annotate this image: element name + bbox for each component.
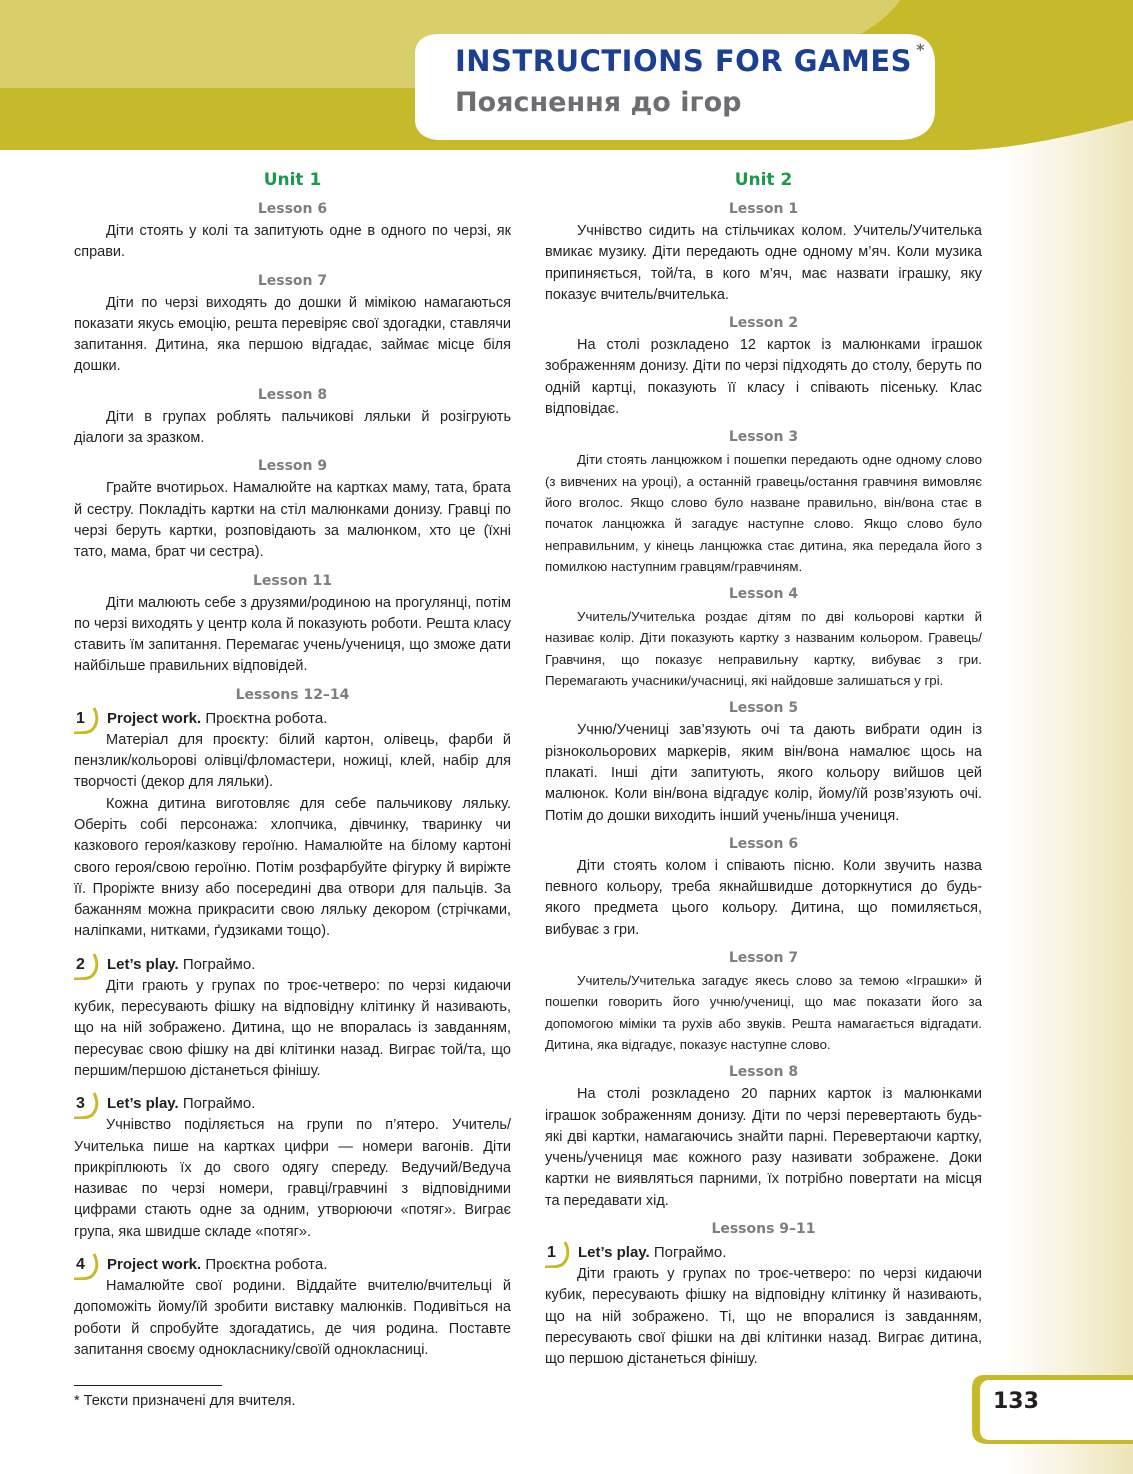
task-label-ua: Пограймо. xyxy=(182,955,256,973)
task-text: Учнівство поділяється на групи по п’ятеро. Учитель/ Учителька пише на картках цифри — номери вагонів. Діти прикріплюють їх до свого одягу спереду. Ведучий/Ведуча називає по черзі номери, гравці/гравчині з відповідними цифрами стають одне за одним, утворюючи «потяг». Виграє група, яка швидше складе «потяг». xyxy=(74,1117,511,1240)
lesson-heading: Lesson 3 xyxy=(728,429,799,446)
task-label: Project work. xyxy=(107,1255,202,1273)
lesson-heading: Lesson 7 xyxy=(728,950,799,967)
page-subtitle: Пояснення до ігор xyxy=(455,87,742,118)
task-label-ua: Проєктна робота. xyxy=(205,709,328,727)
task-number-badge: 3 xyxy=(74,1093,100,1117)
task-4 xyxy=(74,1254,511,1276)
lesson-text: Діти стоять у колі та запитують одне в одного по черзі, як справи. xyxy=(74,223,511,261)
lesson-heading: Lesson 6 xyxy=(257,201,328,217)
lesson-heading: Lesson 2 xyxy=(728,315,799,332)
lesson-heading: Lesson 6 xyxy=(728,835,799,852)
lesson-heading: Lesson 4 xyxy=(728,586,799,603)
lesson-text: На столі розкладено 12 карток із малюнками іграшок зображенням донизу. Діти по черзі підходять до столу, беруть по одній картці, показують її класу і співають пісеньку. Клас відповідає. xyxy=(545,337,982,418)
task-1 xyxy=(545,1242,982,1264)
lesson-text: Учитель/Учителька роздає дітям по дві кольорові картки й називає колір. Діти показують картку з названим кольором. Гравець/Гравчиня, що показує неправильну картку, вибуває з гри. Перемагають учасники/учасниці, які найдовше залишаться у грі. xyxy=(545,609,982,689)
lesson-heading: Lesson 8 xyxy=(728,1064,799,1081)
task-text: Матеріал для проєкту: білий картон, олівець, фарби й пензлик/кольорові олівці/фломастери, ножиці, клей, набір для творчості (декор для ляльки). xyxy=(74,731,511,791)
lesson-text: Діти по черзі виходять до дошки й мімікою намагаються показати якусь емоцію, решта перевіряє свої здогадки, ставлячи запитання. Дитина, яка першою відгадає, займає місце біля дошки. xyxy=(74,294,511,375)
page-number: 133 xyxy=(993,1389,1039,1414)
right-edge-gradient xyxy=(1000,120,1133,1474)
lesson-text: Діти малюють себе з друзями/родиною на прогулянці, потім по черзі виходять у центр кола й показують роботи. Решта класу ставить їм запитання. Перемагає учень/учениця, що зможе дати найбільше правильних відповідей. xyxy=(74,594,511,675)
task-number-badge: 1 xyxy=(545,1242,571,1266)
task-number-badge: 1 xyxy=(74,708,100,732)
task-text: Кожна дитина виготовляє для себе пальчикову ляльку. Оберіть собі персонажа: хлопчика, дівчинку, тваринку чи казкового героя/казкову героїню. Намалюйте на білому картоні свого героя/свою героїню. Потім розфарбуйте фігурку й виріжте її. Проріжте внизу або посередині два отвори для пальців. За бажанням можна прикрасити свою ляльку декором (стрічками, наліпками, нитками, ґудзиками тощо). xyxy=(74,795,511,940)
footnote-divider xyxy=(74,1385,222,1386)
task-label-ua: Пограймо. xyxy=(182,1095,256,1113)
lesson-text: Учитель/Учителька загадує якесь слово за темою «Іграшки» й пошепки говорить його учню/учениці, що має показати його за допомогою міміки та рухів або звуків. Решта намагається відгадати. Дитина, яка відгадує, показує наступне слово. xyxy=(545,973,982,1052)
lesson-text: Учнівство сидить на стільчиках колом. Учитель/Учителька вмикає музику. Діти передають одне одному м’яч. Коли музика припиняється, той/та, в кого м’яч, має назвати іграшку, яку показує вчитель/вчителька. xyxy=(545,223,982,303)
lesson-text: Діти в групах роблять пальчикові ляльки й розігрують діалоги за зразком. xyxy=(74,408,511,447)
page-title: INSTRUCTIONS FOR GAMES * xyxy=(455,40,925,78)
task-label: Let’s play. xyxy=(578,1243,650,1261)
lesson-heading: Lessons 9–11 xyxy=(711,1220,816,1237)
lesson-text: Діти стоять ланцюжком і пошепки передають одне одному слово (з вивчених на уроці), а останній гравець/остання гравчиня вимовляє його вголос. Якщо слово було назване правильно, він/вона стає в початок ланцюжка й загадує наступне слово. Якщо слово було неправильним, у кінець ланцюжка стає дитина, яка передала його з помилкою наступним гравцям/гравчиням. xyxy=(545,452,982,574)
task-text: Діти грають у групах по троє-четверо: по черзі кидаючи кубик, пересувають фішку на відповідну клітинку й називають, що на ній зображено. Ті, що не впоралися із завданням, пересувають свої фішки на дві клітинки назад. Виграє дитина, що першою дістанеться фінішу. xyxy=(545,1265,982,1368)
task-label: Let’s play. xyxy=(107,1095,179,1113)
right-column xyxy=(545,170,982,1370)
task-text: Намалюйте свої родини. Віддайте вчителю/вчительці й допоможіть йому/їй зробити виставку малюнків. Подивіться на роботи й спробуйте здогадатись, де чия родина. Поставте запитання своєму однокласнику/своїй однокласниці. xyxy=(74,1277,511,1358)
unit-heading: Unit 2 xyxy=(734,170,793,190)
task-label-ua: Пограймо. xyxy=(653,1243,727,1261)
task-text: Діти грають у групах по троє-четверо: по черзі кидаючи кубик, пересувають фішку на відповідну клітинку й називають, що на ній зображено. Дитина, що не впоралась із завданням, пересуває свою фішку на дві клітинки назад. Виграє той/та, що першим/першою дістанеться фінішу. xyxy=(74,977,511,1079)
lesson-text: На столі розкладено 20 парних карток із малюнками іграшок зображенням донизу. Діти по черзі перевертають будь-які дві картки, намагаючись знайти парні. Перевертаючи картку, учень/учениця має кожного разу називати зображене. Доки картки не виявляться парними, їх потрібно повертати на місця та передавати хід. xyxy=(545,1086,982,1209)
lesson-heading: Lesson 11 xyxy=(252,572,333,589)
lesson-text: Учню/Учениці зав’язують очі та дають вибрати один із різнокольорових маркерів, яким він/вона намалює щось на плакаті. Інші діти запитують, якого кольору вийшов цей малюнок. Коли він/вона відгадує колір, йому/їй розв’язують очі. Потім до дошки виходить інший учень/інша учениця. xyxy=(545,722,982,824)
footnote: * Тексти призначені для вчителя. xyxy=(74,1393,296,1409)
task-label: Project work. xyxy=(107,709,202,727)
task-1 xyxy=(74,708,511,730)
task-2 xyxy=(74,954,511,976)
lesson-heading: Lesson 1 xyxy=(728,201,799,217)
task-number-badge: 4 xyxy=(74,1254,100,1278)
task-number-badge: 2 xyxy=(74,954,100,978)
unit-heading: Unit 1 xyxy=(263,170,322,190)
task-label-ua: Проєктна робота. xyxy=(205,1255,328,1273)
task-3 xyxy=(74,1093,511,1115)
left-column xyxy=(74,170,511,1361)
lesson-text: Діти стоять колом і співають пісню. Коли звучить назва певного кольору, треба якнайшвидше доторкнутися до будь-якого предмета цього кольору. Дитина, що помиляється, вибуває з гри. xyxy=(545,857,982,938)
lesson-heading: Lesson 9 xyxy=(257,458,328,475)
task-label: Let’s play. xyxy=(107,955,179,973)
lesson-heading: Lesson 8 xyxy=(257,386,328,403)
lesson-heading: Lessons 12–14 xyxy=(235,686,350,703)
title-asterisk: * xyxy=(916,40,925,59)
lesson-heading: Lesson 5 xyxy=(728,700,799,717)
lesson-text: Грайте вчотирьох. Намалюйте на картках маму, тата, брата й сестру. Покладіть картки на стіл малюнками донизу. Гравці по черзі беруть картки, розповідають за малюнком, хто це (їхні тато, мама, брат чи сестра). xyxy=(74,480,511,561)
lesson-heading: Lesson 7 xyxy=(257,272,328,289)
